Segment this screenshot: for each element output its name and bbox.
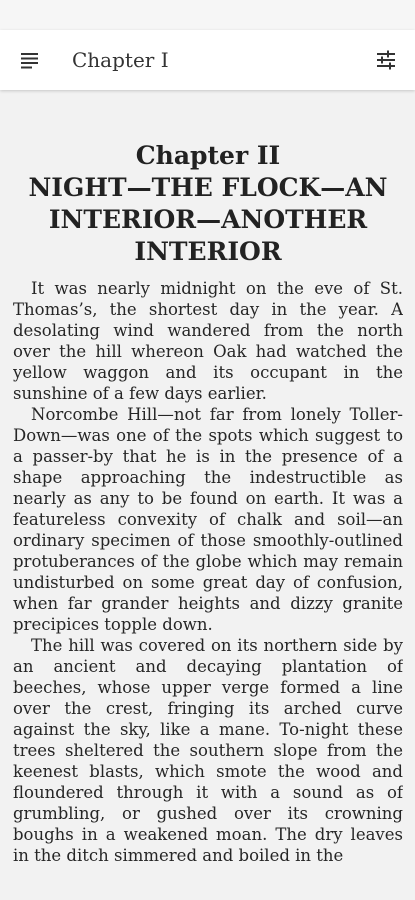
chapter-heading [13, 140, 403, 268]
app-bar [0, 30, 415, 90]
chapter-title-line-2: INTERIOR—ANOTHER [48, 205, 368, 234]
paragraph: It was nearly midnight on the eve of St. Thomas’s, the shortest day in the year. A desolating wind wandered from the north over the hill whereon Oak had watched the yellow waggon and its occupant in the sunshine of a few days earlier. [13, 279, 403, 403]
app-title[interactable]: Chapter I [72, 48, 169, 72]
menu-lines-icon [20, 51, 40, 69]
chapter-title-line-1: NIGHT—THE FLOCK—AN [28, 173, 388, 202]
chapter-number: Chapter II [135, 141, 281, 170]
chapter-body [13, 278, 403, 866]
menu-button[interactable] [20, 50, 40, 70]
status-bar [0, 0, 415, 30]
sliders-icon [375, 49, 397, 71]
paragraph: Norcombe Hill—not far from lonely Toller-Down—was one of the spots which suggest to a passer-by that he is in the presence of a shape approaching the indestructible as nearly as any to be found on earth. It was a featureless convexity of chalk and soil—an ordinary specimen of those smoothly-outlined protuberances of the globe which may remain undisturbed on some great day of confusion, when far grander heights and dizzy granite precipices topple down. [13, 405, 403, 634]
paragraph: The hill was covered on its northern side by an ancient and decaying plantation of beeches, whose upper verge formed a line over the crest, fringing its arched curve against the sky, like a mane. To-night these trees sheltered the southern slope from the keenest blasts, which smote the wood and floundered through it with a sound as of grumbling, or gushed over its crowning boughs in a weakened moan. The dry leaves in the ditch simmered and boiled in the [13, 636, 403, 865]
settings-button[interactable] [375, 49, 397, 71]
reader-content[interactable] [13, 140, 403, 900]
chapter-title-line-3: INTERIOR [134, 237, 282, 266]
